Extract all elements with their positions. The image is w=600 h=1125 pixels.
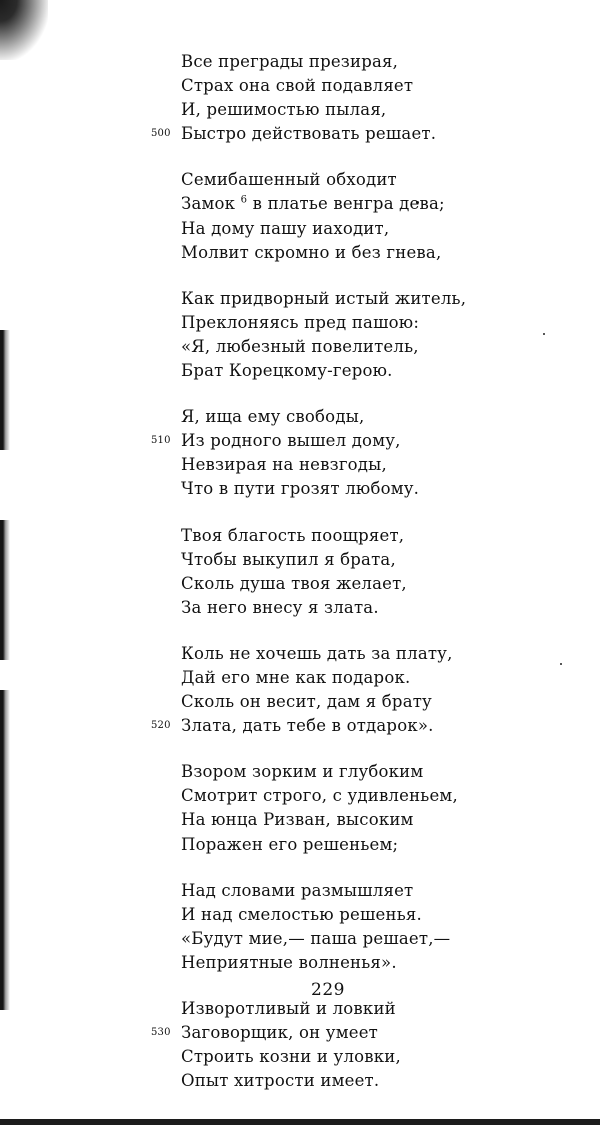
verse-text: Сколь душа твоя желает, (181, 573, 407, 593)
verse-line (181, 1045, 581, 1069)
verse-text: Поражен его решеньем; (181, 834, 399, 854)
verse-text: Взором зорким и глубоким (181, 762, 424, 782)
verse-line (181, 951, 581, 975)
verse-line (181, 548, 581, 572)
verse-text: Все преграды презирая, (181, 52, 399, 71)
verse-line (181, 477, 581, 501)
scan-left-edge-shadow (0, 520, 10, 660)
verse-line (181, 927, 581, 951)
verse-line (181, 74, 581, 98)
verse-line (151, 714, 581, 738)
verse-text: На дому пашу иаходит, (181, 218, 390, 238)
verse-line (181, 524, 581, 548)
verse-line (181, 690, 581, 714)
verse-line (181, 1069, 581, 1093)
verse-text-continued: в платье венгра дева; (247, 194, 445, 214)
verse-line (181, 287, 581, 311)
verse-text: За него внесу я злата. (181, 597, 379, 617)
verse-line (181, 997, 581, 1021)
line-number: 500 (151, 128, 171, 140)
verse-text: Семибашенный обходит (181, 170, 397, 190)
verse-text: Изворотливый и ловкий (181, 999, 396, 1018)
verse-line (151, 1021, 581, 1045)
verse-text: Преклоняясь пред пашою: (181, 312, 420, 332)
stanza (151, 997, 581, 1093)
scan-bottom-edge (0, 1119, 600, 1125)
stanza (151, 642, 581, 738)
verse-line (151, 429, 581, 453)
verse-text: Неприятные волненья». (181, 952, 397, 972)
verse-line (181, 192, 581, 216)
verse-text: Брат Корецкому-герою. (181, 361, 393, 381)
footnote-marker: 6 (240, 194, 248, 206)
verse-line (181, 168, 581, 192)
verse-text: Я, ища ему свободы, (181, 407, 365, 427)
verse-line (181, 666, 581, 690)
stanza (151, 50, 581, 146)
verse-line (181, 879, 581, 903)
verse-text: Заговорщик, он умеет (181, 1023, 378, 1043)
stanza (151, 405, 581, 501)
verse-text: Из родного вышел дому, (181, 431, 401, 451)
line-number: 510 (151, 435, 171, 447)
verse-line (181, 217, 581, 241)
verse-line (181, 808, 581, 832)
verse-line (181, 335, 581, 359)
verse-text: Страх она свой подавляет (181, 76, 414, 96)
verse-text: Невзирая на невзгоды, (181, 455, 387, 475)
verse-line (181, 760, 581, 784)
stanza (181, 168, 581, 264)
verse-line (181, 311, 581, 335)
stanza (181, 287, 581, 383)
verse-line (151, 122, 581, 146)
line-number: 520 (151, 720, 171, 732)
verse-text: Твоя благость поощряет, (181, 525, 405, 545)
verse-text: Молвит скромно и без гнева, (181, 242, 442, 262)
verse-text: Опыт хитрости имеет. (181, 1071, 380, 1091)
stanza (181, 524, 581, 620)
page-number: 229 (311, 980, 345, 1000)
verse-line (181, 453, 581, 477)
verse-text: «Будут мие,— паша решает,— (181, 928, 451, 948)
verse-line (181, 405, 581, 429)
verse-line (181, 784, 581, 808)
verse-line (181, 642, 581, 666)
verse-text: И над смелостью решенья. (181, 904, 422, 924)
scan-left-edge-shadow (0, 330, 10, 450)
verse-text: Сколь он весит, дам я брату (181, 692, 432, 712)
verse-text: Что в пути грозят любому. (181, 479, 420, 499)
stanza (181, 760, 581, 856)
verse-text: Дай его мне как подарок. (181, 667, 411, 687)
verse-line (181, 833, 581, 857)
verse-text: И, решимостью пылая, (181, 100, 387, 120)
verse-line (181, 241, 581, 265)
verse-line (181, 903, 581, 927)
verse-line (181, 596, 581, 620)
verse-text: На юнца Ризван, высоким (181, 810, 414, 830)
verse-line (181, 572, 581, 596)
line-number: 530 (151, 1027, 171, 1039)
verse-line (181, 98, 581, 122)
verse-text: Смотрит строго, с удивленьем, (181, 786, 458, 806)
verse-text: «Я, любезный повелитель, (181, 336, 419, 356)
stanza (181, 879, 581, 975)
verse-text: Над словами размышляет (181, 880, 414, 900)
scan-left-edge-shadow (0, 690, 10, 1010)
verse-line (181, 50, 581, 74)
verse-line (181, 359, 581, 383)
poem-body (151, 50, 581, 1115)
scan-corner-smudge (0, 0, 48, 60)
verse-text: Злата, дать тебе в отдарок». (181, 716, 434, 736)
verse-text: Замок (181, 194, 236, 214)
verse-text: Строить козни и уловки, (181, 1047, 401, 1067)
verse-text: Быстро действовать решает. (181, 124, 437, 144)
verse-text: Чтобы выкупил я брата, (181, 549, 396, 569)
verse-text: Как придворный истый житель, (181, 288, 467, 308)
verse-text: Коль не хочешь дать за плату, (181, 643, 453, 663)
